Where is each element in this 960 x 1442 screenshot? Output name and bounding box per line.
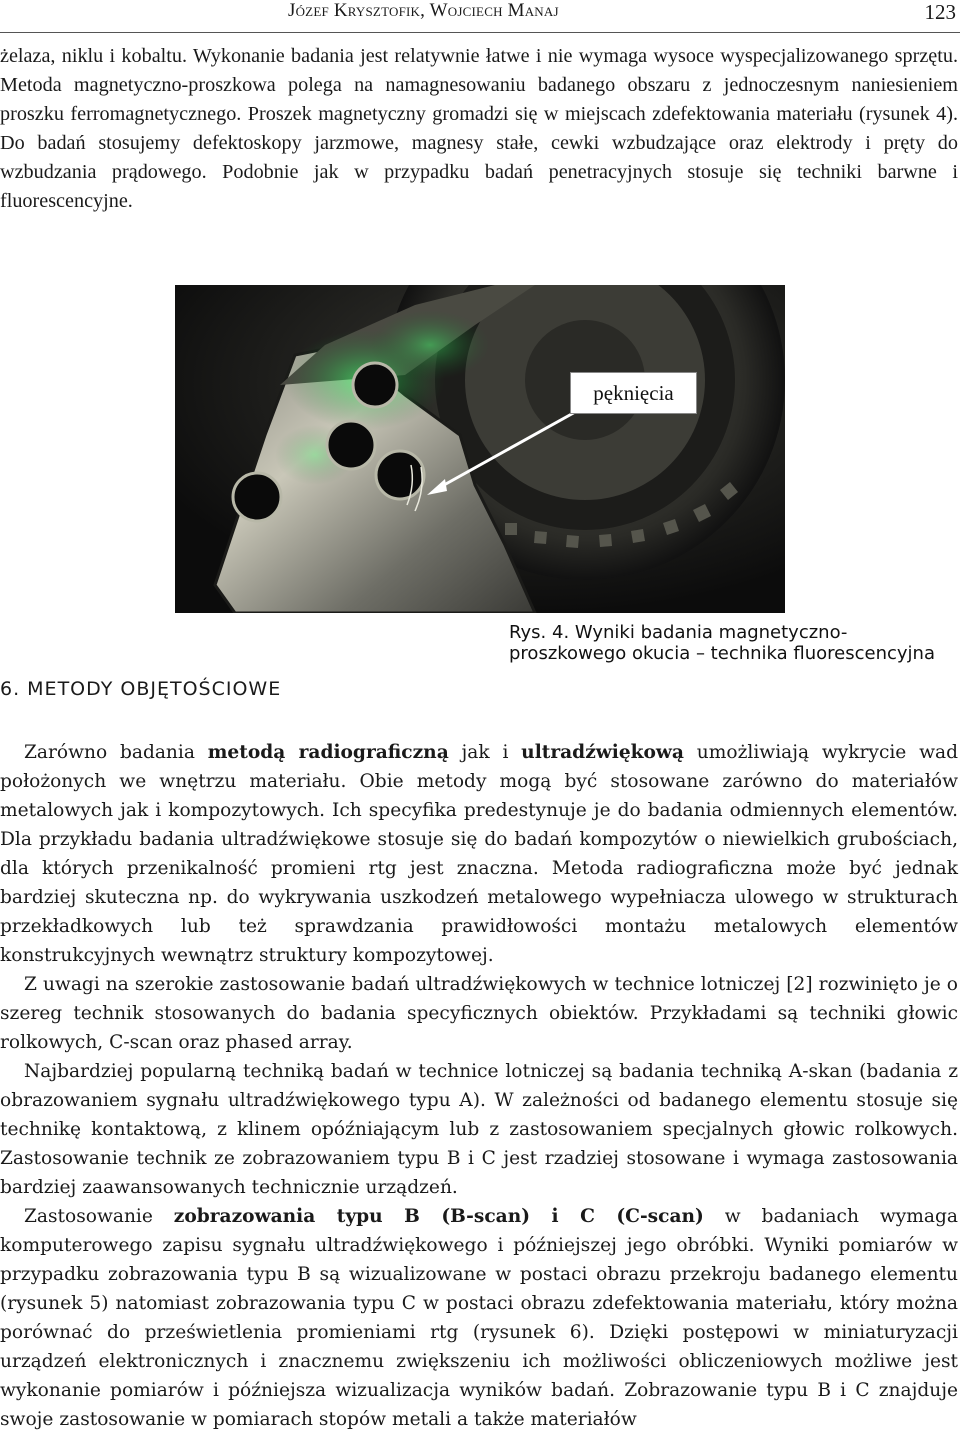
paragraph-2: Z uwagi na szerokie zastosowanie badań ultradźwiękowych w technice lotniczej [2] rozwinięto je o szereg technik stosowanych do badania specyficznych obiektów. Przykładami są techniki głowic rolkowych, C-scan oraz phased array. [0,974,958,1053]
figure-photo [175,285,785,613]
paragraph-4-start: Zastosowanie [24,1206,174,1227]
paragraph-1-mid: jak i [448,742,522,763]
ultrasonic-method: ultradźwiękową [521,742,684,763]
paragraph-4 [0,1202,958,1434]
fluorescent-fitting-image [175,285,785,613]
bc-scan-term: zobrazowania typu B (B-scan) i C (C-scan) [173,1206,704,1227]
radiographic-method: metodą radiograficzną [207,742,449,763]
running-header-authors: Józef Krysztofik, Wojciech Manaj [288,0,559,21]
crack-label: pęknięcia [570,372,697,414]
page-number: 123 [924,0,956,24]
intro-paragraph: żelaza, niklu i kobaltu. Wykonanie badania jest relatywnie łatwe i nie wymaga wysoce wyspecjalizowanego sprzętu. Metoda magnetyczno-proszkowa polega na namagnesowaniu badanego obszaru z jednoczesnym naniesieniem proszku ferromagnetycznego. Proszek magnetyczny gromadzi się w miejscach zdefektowania materiału (rysunek 4). Do badań stosujemy defektoskopy jarzmowe, magnesy stałe, cewki wzbudzające oraz elektrody i pręty do wzbudzania prądowego. Podobnie jak w przypadku badań penetracyjnych stosuje się techniki barwne i fluorescencyjne. [0,45,958,212]
section-heading: 6. METODY OBJĘTOŚCIOWE [0,678,282,700]
paragraph-1-rest: umożliwiają wykrycie wad położonych we wnętrzu materiału. Obie metody mogą być stosowane zarówno do materiałów metalowych jak i kompozytowych. Ich specyfika predestynuje je do badania odmiennych elementów. Dla przykładu badania ultradźwiękowe stosuje się do badań kompozytów o niewielkich grubościach, dla których przenikalność promieni rtg jest znaczna. Metoda radiograficzna może być jednak bardziej skuteczna np. do wykrywania uszkodzeń metalowego wypełniacza ulowego w strukturach przekładkowych lub też sprawdzania prawidłowości montażu metalowych elementów konstrukcyjnych wewnątrz struktury kompozytowej. [0,742,958,966]
intro-text [0,42,958,216]
paragraph-1 [0,738,958,970]
figure-caption: Rys. 4. Wyniki badania magnetyczno-proszkowego okucia – technika fluorescencyjna [509,622,935,664]
section-text [0,738,958,1434]
running-header [0,0,960,33]
paragraph-4-rest: w badaniach wymaga komputerowego zapisu sygnału ultradźwiękowego i późniejszej jego obróbki. Wyniki pomiarów w przypadku zobrazowania typu B są wizualizowane w postaci obrazu przekroju badanego elementu (rysunek 5) natomiast zobrazowania typu C w postaci obrazu zdefektowania materiału, który można porównać do prześwietlenia promieniami rtg (rysunek 6). Dzięki postępowi w miniaturyzacji urządzeń elektronicznych i znacznemu zwiększeniu ich możliwości obliczeniowych możliwe jest wykonanie pomiarów i późniejsza wizualizacja wyników badań. Zobrazowanie typu B i C znajduje swoje zastosowanie w pomiarach stopów metali a także materiałów [0,1206,958,1430]
paragraph-1-start: Zarówno badania [24,742,208,763]
paragraph-3: Najbardziej popularną techniką badań w technice lotniczej są badania techniką A-skan (badania z obrazowaniem sygnału ultradźwiękowego typu A). W zależności od badanego elementu stosuje się technikę kontaktową, z klinem opóźniającym lub z zastosowaniem specjalnych głowic rolkowych. Zastosowanie technik ze zobrazowaniem typu B i C jest rzadziej stosowane i wymaga zastosowania bardziej zaawansowanych technicznie urządzeń. [0,1061,958,1198]
